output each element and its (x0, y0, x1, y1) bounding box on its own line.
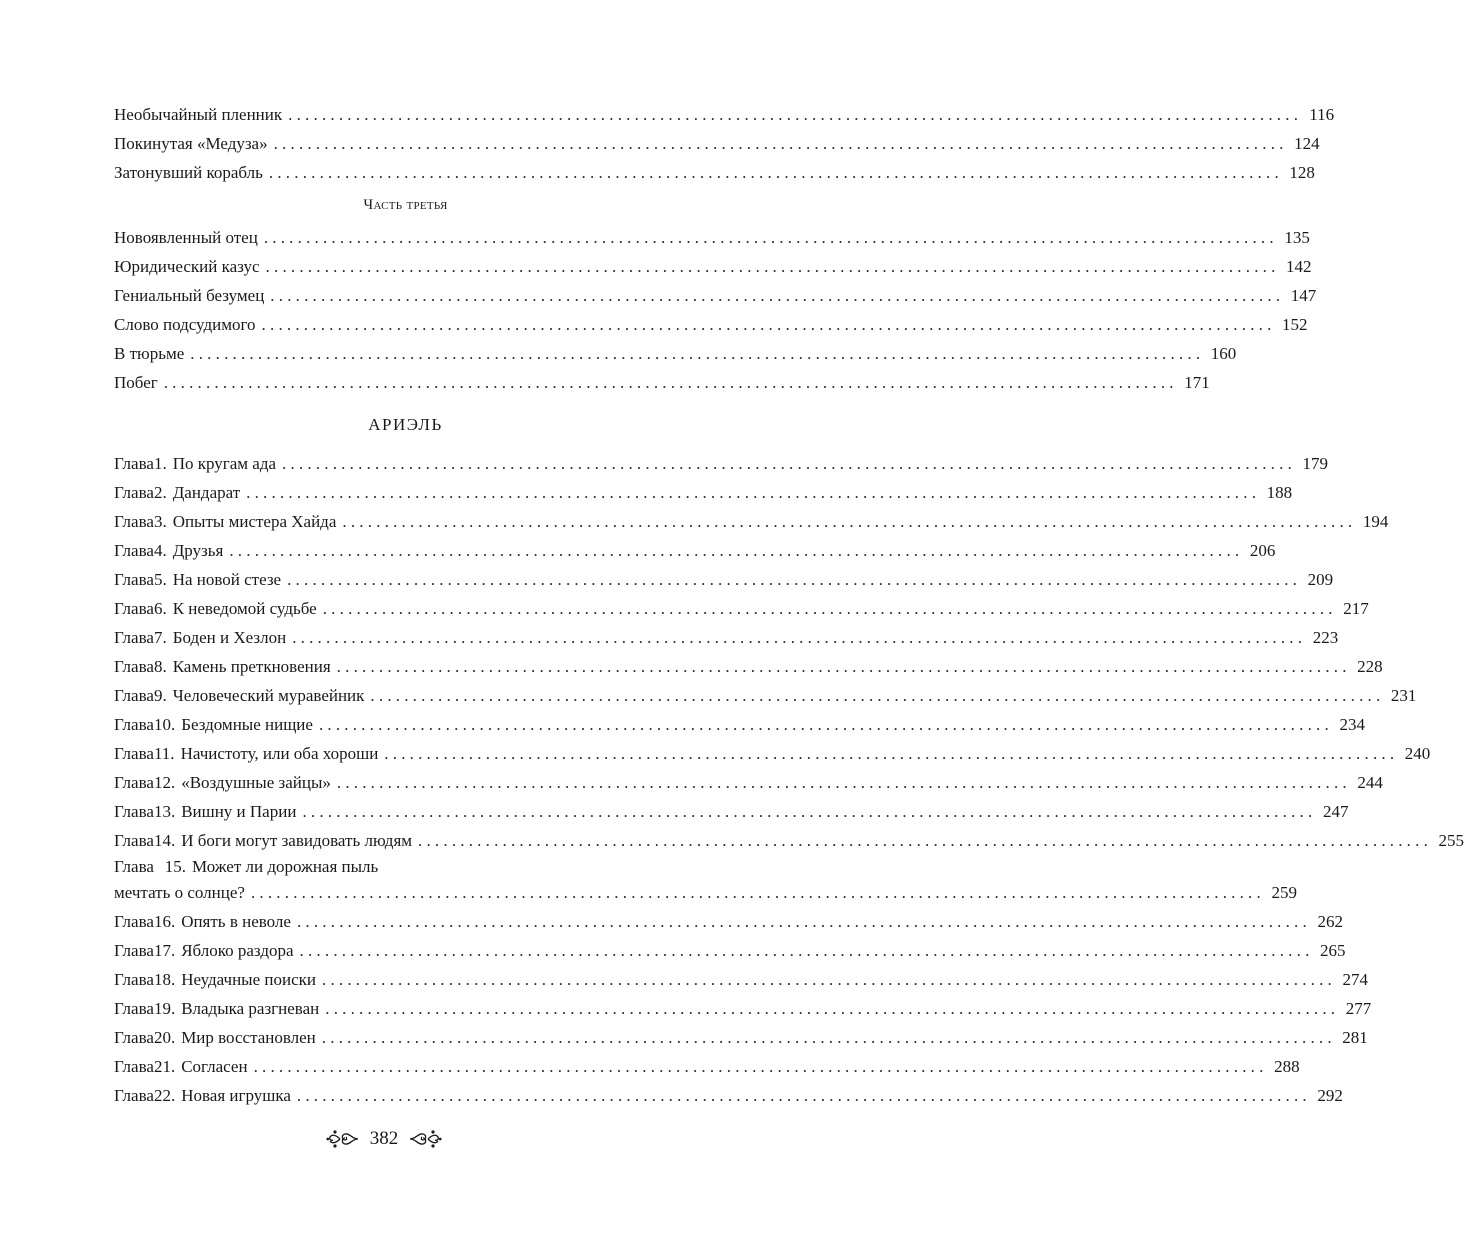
chapter-word: Глава (114, 1086, 154, 1105)
chapter-word: Глава (114, 570, 154, 589)
leader-dots: ........................................................................................................................ (418, 831, 1433, 850)
leader-dots: ........................................................................................................................ (299, 941, 1314, 960)
leader-dots: ........................................................................................................................ (288, 105, 1303, 124)
chapter-row (114, 536, 1276, 565)
leader-dots: ........................................................................................................................ (246, 483, 1261, 502)
toc-row (114, 281, 1317, 310)
chapter-page: 223 (1312, 628, 1339, 647)
flourish-ornament-left-icon (326, 1129, 360, 1149)
chapter-page: 281 (1342, 1028, 1368, 1047)
leader-dots: ........................................................................................................................ (282, 454, 1297, 473)
chapter-page: 194 (1362, 512, 1389, 531)
toc-page: 147 (1290, 286, 1317, 305)
leader-dots: ........................................................................................................................ (261, 315, 1276, 334)
page-footer (0, 1128, 768, 1150)
chapter-word: Глава (114, 1057, 154, 1076)
chapter-title: Согласен (181, 1057, 248, 1076)
chapter-title: Начистоту, или оба хороши (180, 744, 379, 763)
chapter-row (114, 1023, 1368, 1052)
toc-row (114, 310, 1308, 339)
toc-page: 124 (1294, 134, 1320, 153)
toc-page: 152 (1282, 315, 1308, 334)
chapter-page: 206 (1249, 541, 1276, 560)
chapter-page: 262 (1317, 912, 1343, 931)
chapter-number: 4. (153, 541, 167, 560)
leader-dots: ........................................................................................................................ (250, 883, 1265, 902)
chapter-title: Камень преткновения (172, 657, 331, 676)
toc-page: 142 (1286, 257, 1312, 276)
chapter-row-line-1 (114, 855, 697, 879)
chapter-title: Опять в неволе (181, 912, 291, 931)
chapter-title: К неведомой судьбе (172, 599, 317, 618)
chapter-page: 255 (1438, 831, 1464, 850)
chapter-number: 9. (153, 686, 167, 705)
chapter-page: 234 (1339, 715, 1365, 734)
chapter-number: 11. (153, 744, 175, 763)
chapter-page: 179 (1302, 454, 1329, 473)
chapter-word: Глава (114, 857, 154, 876)
chapter-row (114, 565, 1334, 594)
chapter-row (114, 478, 1293, 507)
toc-title: Новоявленный отец (114, 228, 258, 247)
chapter-word: Глава (114, 657, 154, 676)
leader-dots: ........................................................................................................................ (321, 1028, 1336, 1047)
leader-dots: ........................................................................................................................ (268, 163, 1283, 182)
chapter-number: 6. (153, 599, 167, 618)
chapter-word: Глава (114, 628, 154, 647)
chapter-number: 12. (153, 773, 176, 792)
chapter-row (114, 739, 1431, 768)
toc-page: 128 (1289, 163, 1315, 182)
chapter-word: Глава (114, 483, 154, 502)
toc-row (114, 100, 1335, 129)
chapter-page: 231 (1390, 686, 1417, 705)
chapter-page: 288 (1274, 1057, 1300, 1076)
leader-dots: ........................................................................................................................ (322, 970, 1336, 989)
leader-dots: ........................................................................................................................ (322, 599, 1337, 618)
toc-row (114, 252, 1312, 281)
chapter-page: 228 (1357, 657, 1383, 676)
leader-dots: ........................................................................................................................ (325, 999, 1340, 1018)
toc-row (114, 129, 1320, 158)
toc-row (114, 339, 1237, 368)
leader-dots: ........................................................................................................................ (163, 373, 1178, 392)
chapter-word: Глава (114, 970, 154, 989)
chapter-page: 274 (1342, 970, 1368, 989)
leader-dots: ........................................................................................................................ (287, 570, 1302, 589)
leader-dots: ........................................................................................................................ (270, 286, 1285, 305)
toc-title: Необычайный пленник (114, 105, 283, 124)
chapter-number: 20. (153, 1028, 176, 1047)
chapter-number: 10. (153, 715, 176, 734)
chapter-page: 265 (1320, 941, 1346, 960)
chapter-row (114, 797, 1349, 826)
chapter-word: Глава (114, 744, 154, 763)
chapter-title: Человеческий муравейник (172, 686, 365, 705)
chapter-word: Глава (114, 999, 154, 1018)
chapter-number: 1. (153, 454, 167, 473)
chapter-word: Глава (114, 802, 154, 821)
chapter-number: 18. (153, 970, 176, 989)
toc-page: 135 (1284, 228, 1310, 247)
chapter-page: 292 (1317, 1086, 1343, 1105)
chapter-number: 19. (153, 999, 176, 1018)
chapter-number: 15. (164, 857, 186, 876)
toc-row (114, 368, 1210, 397)
toc-page: 160 (1210, 344, 1237, 363)
chapter-title: Опыты мистера Хайда (172, 512, 337, 531)
chapter-title: Вишну и Парии (181, 802, 297, 821)
chapter-word: Глава (114, 541, 154, 560)
toc-title: Юридический казус (114, 257, 260, 276)
chapter-title: Яблоко раздора (181, 941, 294, 960)
leader-dots: ........................................................................................................................ (370, 686, 1385, 705)
toc-title: Слово подсудимого (114, 315, 256, 334)
toc-title: В тюрьме (114, 344, 185, 363)
chapter-page: 277 (1345, 999, 1372, 1018)
chapter-page: 240 (1404, 744, 1431, 763)
book-heading: АРИЭЛЬ (368, 415, 443, 434)
chapter-title: «Воздушные зайцы» (181, 773, 331, 792)
chapter-word: Глава (114, 912, 154, 931)
chapter-row (114, 1052, 1300, 1081)
chapter-word: Глава (114, 599, 154, 618)
chapter-list (114, 449, 1464, 1110)
leader-dots: ........................................................................................................................ (263, 228, 1278, 247)
part-heading: Часть третья (363, 197, 448, 213)
chapter-word: Глава (114, 686, 154, 705)
chapter-word: Глава (114, 512, 154, 531)
chapter-row (114, 826, 1464, 855)
chapter-word: Глава (114, 773, 154, 792)
chapter-row (114, 652, 1383, 681)
chapter-number: 8. (153, 657, 167, 676)
chapter-word: Глава (114, 941, 154, 960)
toc-title: Побег (114, 373, 158, 392)
leader-dots: ........................................................................................................................ (318, 715, 1333, 734)
chapter-number: 5. (153, 570, 167, 589)
chapter-page: 209 (1307, 570, 1334, 589)
leader-dots: ........................................................................................................................ (265, 257, 1280, 276)
leader-dots: ........................................................................................................................ (253, 1057, 1268, 1076)
leader-dots: ........................................................................................................................ (273, 134, 1288, 153)
toc-row (114, 223, 1310, 252)
chapter-word: Глава (114, 715, 154, 734)
chapter-title: И боги могут завидовать людям (181, 831, 413, 850)
chapter-number: 17. (153, 941, 176, 960)
chapter-row-line-2 (114, 879, 1297, 907)
chapter-title: Новая игрушка (181, 1086, 291, 1105)
chapter-row (114, 449, 1329, 478)
toc-page: 116 (1309, 105, 1335, 124)
chapter-page: 188 (1266, 483, 1293, 502)
page-number: 382 (369, 1128, 399, 1149)
chapter-number: 21. (153, 1057, 176, 1076)
chapter-row (114, 768, 1383, 797)
chapter-number: 3. (153, 512, 167, 531)
chapter-row (114, 907, 1343, 936)
toc-title: Покинутая «Медуза» (114, 134, 268, 153)
leader-dots: ........................................................................................................................ (336, 657, 1351, 676)
chapter-row (114, 623, 1339, 652)
toc-title: Гениальный безумец (114, 286, 265, 305)
chapter-page: 247 (1322, 802, 1349, 821)
chapter-title: Боден и Хезлон (172, 628, 287, 647)
leader-dots: ........................................................................................................................ (384, 744, 1399, 763)
toc-row (114, 158, 1315, 187)
leader-dots: ........................................................................................................................ (302, 802, 1317, 821)
chapter-title: Неудачные поиски (181, 970, 316, 989)
chapter-number: 2. (153, 483, 167, 502)
leader-dots: ........................................................................................................................ (229, 541, 1244, 560)
chapter-page: 244 (1357, 773, 1383, 792)
leader-dots: ........................................................................................................................ (292, 628, 1307, 647)
chapter-title-continued: мечтать о солнце? (114, 883, 245, 902)
chapter-row (114, 936, 1346, 965)
chapter-number: 7. (153, 628, 167, 647)
chapter-title: Дандарат (172, 483, 241, 502)
chapter-number: 16. (153, 912, 176, 931)
chapter-title: По кругам ада (172, 454, 277, 473)
chapter-row (114, 994, 1372, 1023)
chapter-row (114, 965, 1368, 994)
chapter-number: 22. (153, 1086, 176, 1105)
chapter-title: Друзья (172, 541, 224, 560)
chapter-row (114, 594, 1369, 623)
chapter-title: Владыка разгневан (181, 999, 320, 1018)
chapter-row (114, 710, 1365, 739)
chapter-word: Глава (114, 831, 154, 850)
leader-dots: ........................................................................................................................ (296, 1086, 1311, 1105)
chapter-title: Бездомные нищие (181, 715, 313, 734)
chapter-title: Может ли дорожная пыль (192, 857, 379, 876)
chapter-title: На новой стезе (172, 570, 282, 589)
leader-dots: ........................................................................................................................ (342, 512, 1357, 531)
chapter-word: Глава (114, 1028, 154, 1047)
chapter-row (114, 1081, 1343, 1110)
chapter-page: 217 (1343, 599, 1369, 618)
chapter-page: 259 (1271, 883, 1297, 902)
toc-title: Затонувший корабль (114, 163, 263, 182)
toc-page: 171 (1184, 373, 1210, 392)
table-of-contents (114, 100, 1464, 1110)
chapter-number: 13. (153, 802, 176, 821)
leader-dots: ........................................................................................................................ (336, 773, 1351, 792)
chapter-word: Глава (114, 454, 154, 473)
chapter-number: 14. (153, 831, 176, 850)
flourish-ornament-right-icon (408, 1129, 442, 1149)
leader-dots: ........................................................................................................................ (296, 912, 1311, 931)
chapter-row (114, 507, 1389, 536)
leader-dots: ........................................................................................................................ (190, 344, 1205, 363)
chapter-title: Мир восстановлен (181, 1028, 316, 1047)
chapter-row (114, 855, 1297, 907)
chapter-row (114, 681, 1417, 710)
